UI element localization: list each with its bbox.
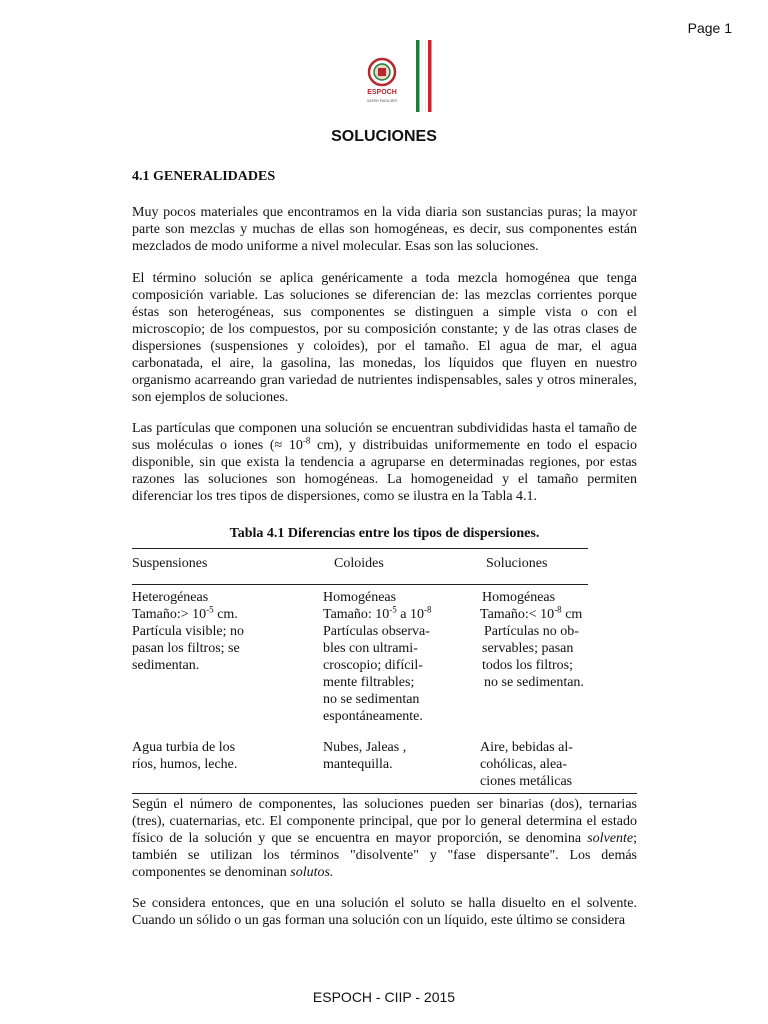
paragraph-4: Según el número de componentes, las soluciones pueden ser binarias (dos), ternarias (tres), cuaternarias, etc. El componente principal, que por lo general determina el estado físico de la solución y que se encuentra en mayor proporción, se denomina solvente; también se utilizan los términos "disolvente" y "fase dispersante". Los demás componentes se denominan solutos. bbox=[132, 797, 637, 880]
page-title: SOLUCIONES bbox=[331, 128, 437, 145]
logo-motto: SAPER PARA SER bbox=[366, 99, 398, 103]
page-footer: ESPOCH - CIIP - 2015 bbox=[312, 989, 456, 1005]
section-heading: 4.1 GENERALIDADES bbox=[132, 169, 276, 184]
paragraph-2: El término solución se aplica genéricamente a toda mezcla homogénea que tenga composición variable. Las soluciones se diferencian de: las mezclas corrientes porque éstas son heterogéneas, sus componentes se distinguen a simple vista o con el microscopio; de los compuestos, por su composición constante; y de las otras clases de dispersiones (suspensiones y coloides), por el tamaño. El agua de mar, el agua carbonatada, el aire, la gasolina, las monedas, los líquidos que fluyen en nuestro organismo acarreando gran variedad de nutrientes indispensables, sales y otros minerales, son ejemplos de soluciones. bbox=[132, 271, 637, 405]
table-bottom-rule bbox=[132, 793, 637, 794]
paragraph-5: Se considera entonces, que en una solución el soluto se halla disuelto en el solvente. Cuando un sólido o un gas forman una solución con un líquido, este último se considera bbox=[132, 896, 637, 928]
table-caption: Tabla 4.1 Diferencias entre los tipos de dispersiones. bbox=[229, 526, 540, 541]
table-header-rule bbox=[132, 584, 588, 585]
paragraph-3: Las partículas que componen una solución se encuentran subdivididas hasta el tamaño de sus moléculas o iones (≈ $10^{-8}$ cm), y distribuidas uniformemente en todo el espacio disponible, sin que exista la tendencia a agruparse en determinadas regiones, por estas razones las soluciones son homogéneas. La homogeneidad y el tamaño permiten diferenciar los tres tipos de dispersiones, como se ilustra en la Tabla 4.1. bbox=[132, 421, 637, 504]
paragraph-1: Muy pocos materiales que encontramos en la vida diaria son sustancias puras; la mayor parte son mezclas y muchas de ellas son homogéneas, es decir, sus componentes están mezclados de modo uniforme a nivel molecular. Esas son las soluciones. bbox=[132, 205, 637, 254]
espoch-logo bbox=[356, 38, 436, 116]
header-suspensiones: Suspensiones bbox=[132, 556, 208, 571]
header-coloides: Coloides bbox=[334, 556, 384, 571]
header-soluciones: Soluciones bbox=[486, 556, 548, 571]
table-top-rule bbox=[132, 548, 588, 549]
page-number: Page 1 bbox=[687, 20, 732, 36]
logo-text: ESPOCH bbox=[367, 89, 397, 96]
